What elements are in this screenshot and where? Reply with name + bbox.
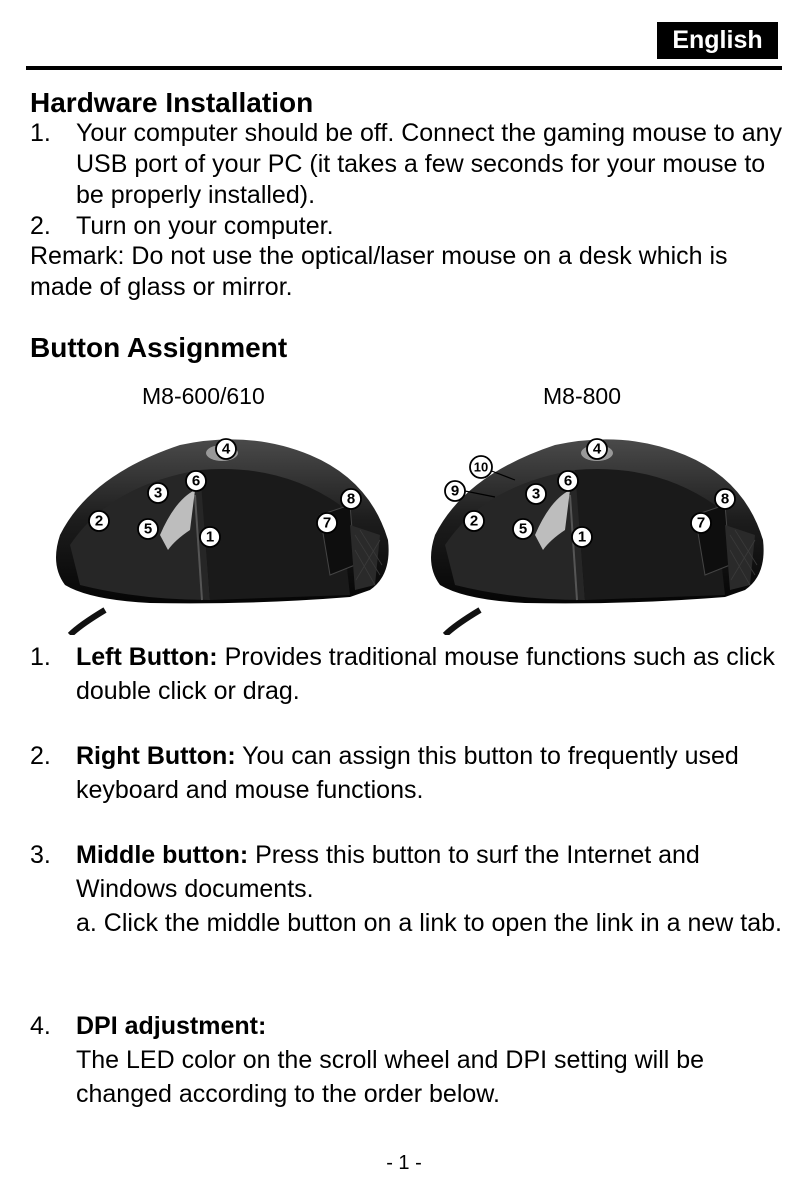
item-label: Middle button: [76,841,249,869]
model-label-m8-600: M8-600/610 [142,383,265,409]
button-description [30,838,790,940]
item-subtext: The LED color on the scroll wheel and DPI setting will be changed according to the order below. [76,1046,705,1108]
remark-note: Remark: Do not use the optical/laser mouse on a desk which is made of glass or mirror. [30,242,728,301]
button-description [30,1009,790,1111]
callout-4: 4 [221,440,231,458]
callout-7: 7 [322,514,332,532]
step-number: 1. [30,119,51,147]
step-text: Turn on your computer. [76,212,334,240]
language-badge: English [657,22,778,59]
page-number: - 1 - [386,1152,422,1174]
item-text [76,739,790,807]
callout-2: 2 [94,512,104,530]
callout-3: 3 [531,485,541,503]
callout-8: 8 [346,490,356,508]
mouse-illustration-m8-600 [50,425,395,635]
item-number: 3. [30,841,51,869]
callout-1: 1 [205,528,215,546]
mouse-illustration-m8-800 [425,425,770,635]
item-description: You can assign this button to frequently used keyboard and mouse functions. [76,742,739,804]
callout-2: 2 [469,512,479,530]
item-description: Provides traditional mouse functions such as click double click or drag. [76,643,775,705]
item-text [76,838,790,906]
callout-3: 3 [153,484,163,502]
item-text [76,1009,790,1043]
callout-6: 6 [191,472,201,490]
item-label: Left Button: [76,643,218,671]
item-number: 4. [30,1012,51,1040]
item-text [76,640,790,708]
callout-5: 5 [143,520,153,538]
model-label-m8-800: M8-800 [543,383,621,409]
callout-1: 1 [577,528,587,546]
item-number: 1. [30,643,51,671]
button-description [30,739,790,807]
header-divider [26,66,782,70]
item-subtext: a. Click the middle button on a link to open the link in a new tab. [76,909,782,937]
hardware-step [30,211,790,242]
callout-6: 6 [563,472,573,490]
hardware-installation-heading: Hardware Installation [30,87,314,118]
item-label: Right Button: [76,742,236,770]
callout-9: 9 [450,482,460,500]
callout-5: 5 [518,520,528,538]
button-assignment-heading: Button Assignment [30,332,288,363]
item-label: DPI adjustment: [76,1012,267,1040]
callout-7: 7 [696,514,706,532]
item-number: 2. [30,742,51,770]
item-description: Press this button to surf the Internet and Windows documents. [76,841,700,903]
step-text: Your computer should be off. Connect the gaming mouse to any USB port of your PC (it takes a few seconds for your mouse to be properly installed). [76,119,783,209]
step-number: 2. [30,212,51,240]
hardware-step [30,118,790,211]
button-description [30,640,790,708]
callout-8: 8 [720,490,730,508]
callout-4: 4 [592,440,602,458]
callout-10: 10 [473,459,489,475]
